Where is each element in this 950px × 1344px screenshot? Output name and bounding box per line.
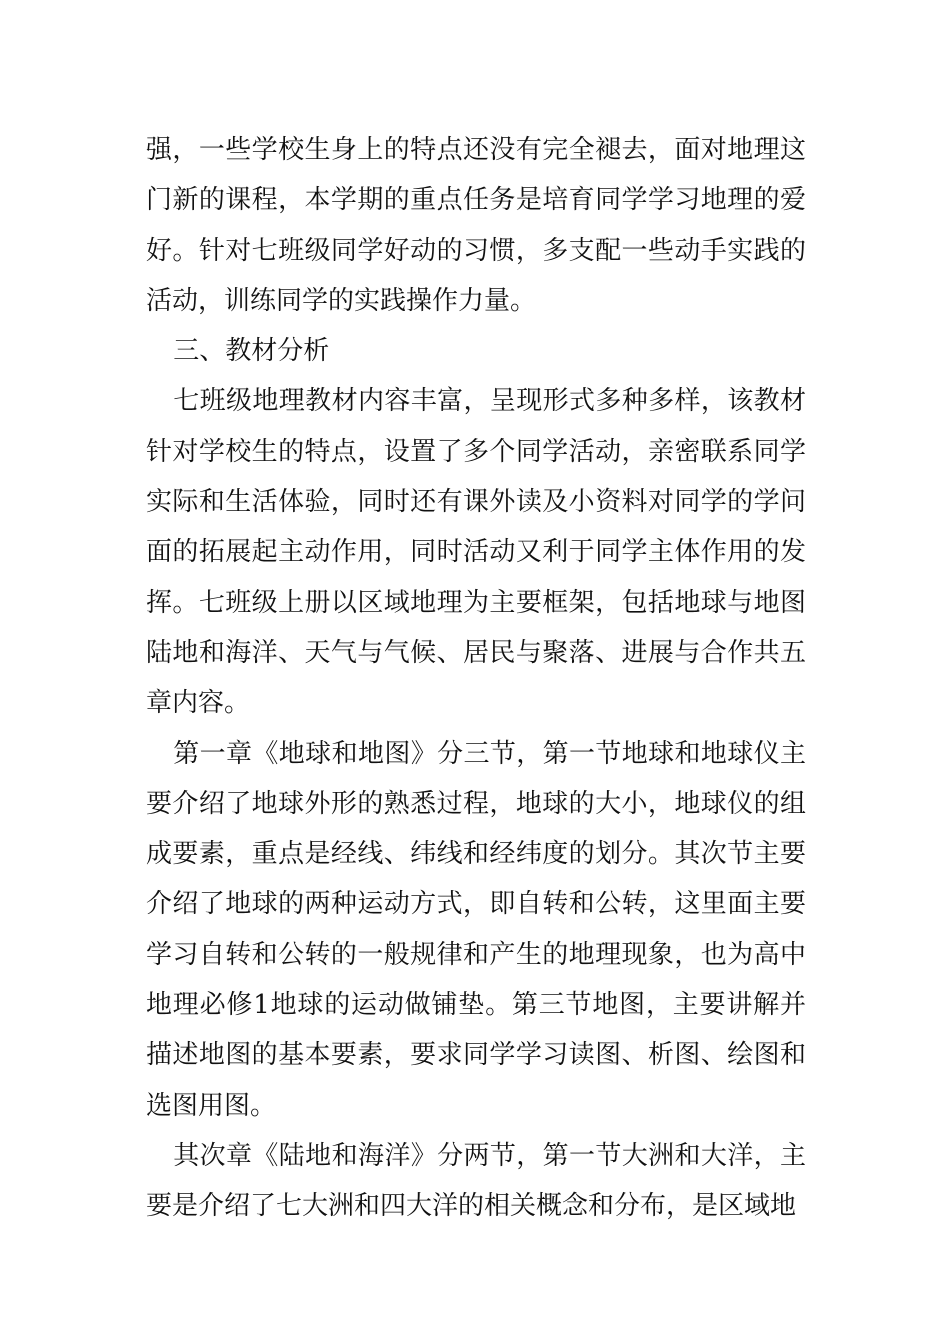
- paragraph-chapter-one: 第一章《地球和地图》分三节，第一节地球和地球仪主要介绍了地球外形的熟悉过程，地球的大小，地球仪的组成要素，重点是经线、纬线和经纬度的划分。其次节主要介绍了地球的两种运动方式，即自转和公转，这里面主要学习自转和公转的一般规律和产生的地理现象，也为高中地理必修1地球的运动做铺垫。第三节地图，主要讲解并描述地图的基本要素，要求同学学习读图、析图、绘图和选图用图。: [146, 738, 806, 1121]
- paragraph-chapter-two: 其次章《陆地和海洋》分两节，第一节大洲和大洋，主要是介绍了七大洲和四大洋的相关概念和分布，是区域地: [146, 1140, 806, 1222]
- document-page: [146, 125, 806, 1232]
- paragraph-textbook-overview: 七班级地理教材内容丰富，呈现形式多种多样，该教材针对学校生的特点，设置了多个同学活动，亲密联系同学实际和生活体验，同时还有课外读及小资料对同学的学问面的拓展起主动作用，同时活动又利于同学主体作用的发挥。七班级上册以区域地理为主要框架，包括地球与地图陆地和海洋、天气与气候、居民与聚落、进展与合作共五章内容。: [146, 386, 806, 719]
- section-heading-textbook-analysis: 三、教材分析: [173, 336, 330, 367]
- paragraph-intro-continuation: 强，一些学校生身上的特点还没有完全褪去，面对地理这门新的课程，本学期的重点任务是培育同学学习地理的爱好。针对七班级同学好动的习惯，多支配一些动手实践的活动，训练同学的实践操作力量。: [146, 135, 806, 316]
